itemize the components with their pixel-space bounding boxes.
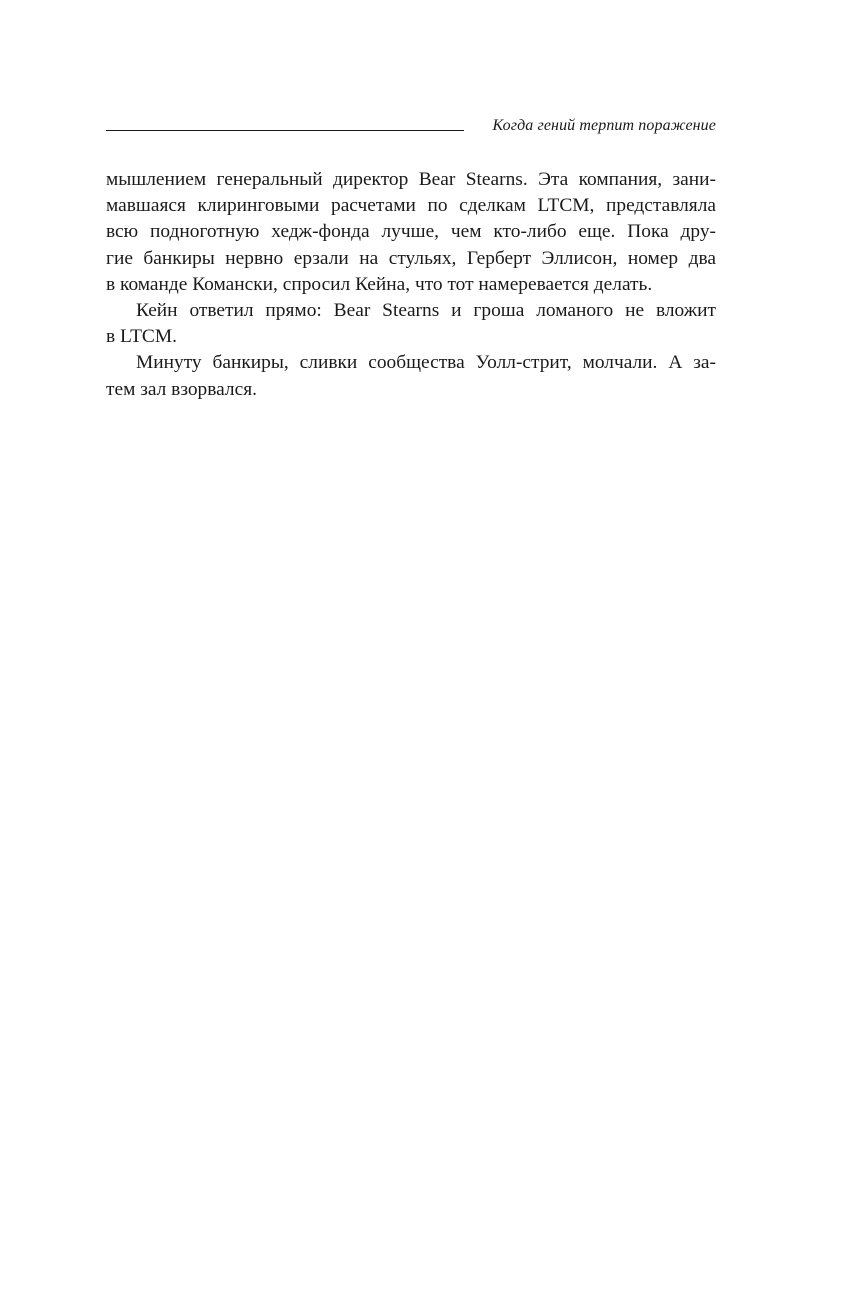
body-text <box>106 167 716 403</box>
text-line: Кейн ответил прямо: Bear Stearns и гроша ломаного не вложит <box>136 299 716 321</box>
header-rule <box>106 130 464 131</box>
text-line: в команде Комански, спросил Кейна, что тот намеревается делать. <box>106 273 653 295</box>
text-line: тем зал взорвался. <box>106 378 257 400</box>
text-line: всю подноготную хедж-фонда лучше, чем кто-либо еще. Пока дру- <box>106 221 716 243</box>
running-header <box>106 114 716 142</box>
text-line: мышлением генеральный директор Bear Stearns. Эта компания, зани- <box>106 169 716 190</box>
text-line: гие банкиры нервно ерзали на стульях, Герберт Эллисон, номер два <box>106 247 716 269</box>
text-line: в LTCM. <box>106 326 177 348</box>
running-title: Когда гений терпит поражение <box>492 117 716 134</box>
text-line: Минуту банкиры, сливки сообщества Уолл-стрит, молчали. А за- <box>136 352 716 374</box>
text-line: мавшаяся клиринговыми расчетами по сделкам LTCM, представляла <box>106 195 716 217</box>
